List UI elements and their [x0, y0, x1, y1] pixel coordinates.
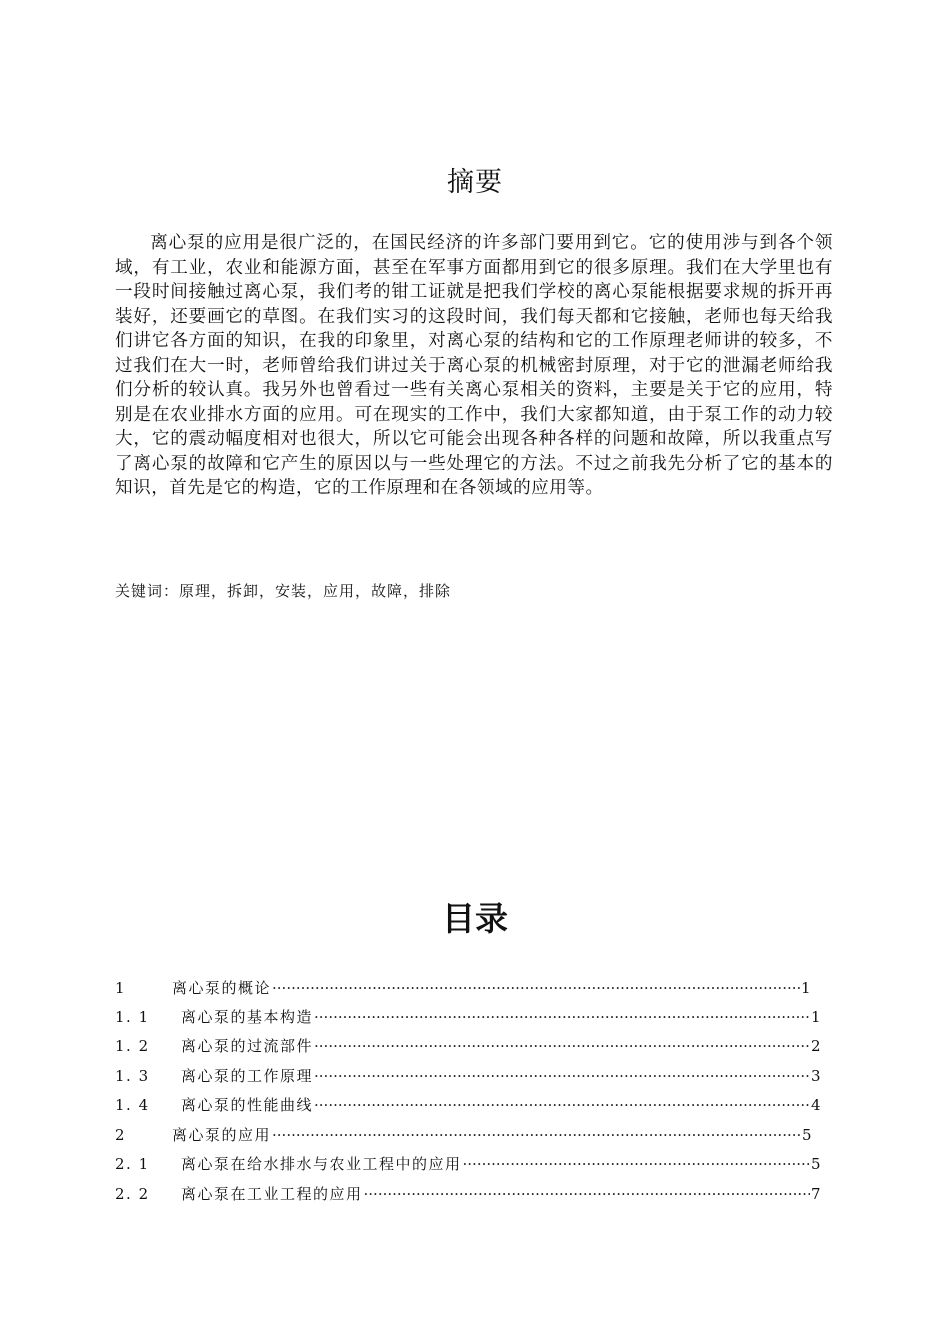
toc-entry-number: 1. 3 [115, 1067, 150, 1085]
toc-entry[interactable] [115, 1065, 822, 1091]
toc-leader-dots [314, 1008, 810, 1026]
toc-entry-page: 5 [801, 1126, 813, 1144]
toc-entry-number: 1 [115, 979, 127, 997]
toc-entry-label: 离心泵在工业工程的应用 [181, 1185, 363, 1203]
toc-entry[interactable] [115, 1153, 822, 1179]
toc-leader-dots [314, 1067, 810, 1085]
abstract-body: 离心泵的应用是很广泛的，在国民经济的许多部门要用到它。它的使用涉与到各个领域，有工业，农业和能源方面，甚至在军事方面都用到它的很多原理。我们在大学里也有一段时间接触过离心泵，我们考的钳工证就是把我们学校的离心泵能根据要求规的拆开再装好，还要画它的草图。在我们实习的这段时间，我们每天都和它接触，老师也每天给我们讲它各方面的知识，在我的印象里，对离心泵的结构和它的工作原理老师讲的较多，不过我们在大一时，老师曾给我们讲过关于离心泵的机械密封原理，对于它的泄漏老师给我们分析的较认真。我另外也曾看过一些有关离心泵相关的资料，主要是关于它的应用，特别是在农业排水方面的应用。可在现实的工作中，我们大家都知道，由于泵工作的动力较大，它的震动幅度相对也很大，所以它可能会出现各种各样的问题和故障，所以我重点写了离心泵的故障和它产生的原因以与一些处理它的方法。不过之前我先分析了它的基本的知识，首先是它的构造，它的工作原理和在各领域的应用等。 [115, 233, 833, 498]
toc-entry[interactable] [115, 1094, 822, 1120]
toc-entry[interactable] [115, 1124, 813, 1150]
toc-entry-label: 离心泵的性能曲线 [181, 1096, 314, 1114]
toc-leader-dots [364, 1185, 810, 1203]
toc-entry-number: 1. 2 [115, 1037, 150, 1055]
toc-entry-number: 1. 4 [115, 1096, 150, 1114]
toc-leader-dots [463, 1155, 810, 1173]
toc-leader-dots [314, 1096, 810, 1114]
toc-entry-page: 2 [810, 1037, 822, 1055]
toc-entry-number: 2. 2 [115, 1185, 150, 1203]
keywords: 关键词：原理，拆卸，安装，应用，故障，排除 [115, 582, 452, 600]
toc-entry-page: 1 [800, 979, 812, 997]
toc-entry-number: 2 [115, 1126, 127, 1144]
toc-entry-page: 7 [810, 1185, 822, 1203]
toc-entry[interactable] [115, 1006, 822, 1032]
toc-entry-number: 1. 1 [115, 1008, 150, 1026]
toc-entry-label: 离心泵的工作原理 [181, 1067, 314, 1085]
toc-entry-page: 1 [810, 1008, 822, 1026]
toc-entry-label: 离心泵在给水排水与农业工程中的应用 [181, 1155, 462, 1173]
toc-entry[interactable] [115, 1183, 822, 1209]
toc-entry-page: 3 [810, 1067, 822, 1085]
toc-entry-label: 离心泵的应用 [172, 1126, 272, 1144]
toc-entry-label: 离心泵的概论 [172, 979, 272, 997]
toc-entry[interactable] [115, 977, 812, 1003]
toc-title: 目录 [442, 899, 508, 938]
toc-entry-page: 5 [810, 1155, 822, 1173]
toc-entry[interactable] [115, 1035, 822, 1061]
toc-entry-page: 4 [810, 1096, 822, 1114]
abstract-title: 摘要 [447, 167, 503, 198]
toc-leader-dots [272, 1126, 801, 1144]
toc-leader-dots [314, 1037, 810, 1055]
toc-entry-label: 离心泵的基本构造 [181, 1008, 314, 1026]
toc-leader-dots [272, 979, 800, 997]
toc-entry-number: 2. 1 [115, 1155, 150, 1173]
toc-entry-label: 离心泵的过流部件 [181, 1037, 314, 1055]
